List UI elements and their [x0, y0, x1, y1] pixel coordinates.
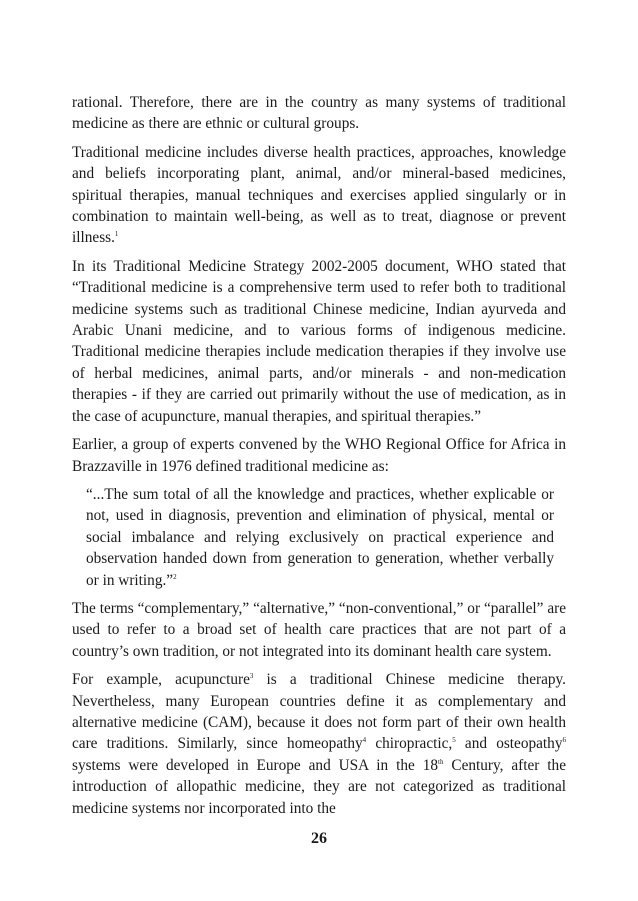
footnote-ref-5[interactable]: 5: [452, 736, 456, 745]
paragraph-6-text-3: chiropractic,: [366, 735, 453, 753]
block-quote: [72, 484, 566, 591]
paragraph-2-text: Traditional medicine includes diverse health practices, approaches, knowledge and beliefs incorporating plant, animal, and/or mineral-based medicines, spiritual therapies, manual techniques and exercises applied singularly or in combination to maintain well-being, as well as to treat, diagnose or prevent illness.: [72, 143, 566, 247]
footnote-ref-4[interactable]: 4: [362, 736, 367, 745]
paragraph-1-text: rational. Therefore, there are in the country as many systems of traditional medicine as there are ethnic or cultural groups.: [72, 94, 566, 133]
paragraph-6-text-6: Century, after the introduction of allopathic medicine, they are not categorized as traditional medicine systems nor incorporated into the: [72, 756, 566, 817]
footnote-ref-2[interactable]: 2: [173, 572, 177, 581]
paragraph-2: [72, 142, 566, 249]
paragraph-6-text-5: systems were developed in Europe and USA in the 18: [72, 756, 438, 774]
paragraph-3: [72, 256, 566, 427]
paragraph-6: [72, 669, 566, 819]
footnote-ref-1[interactable]: 1: [114, 230, 119, 239]
paragraph-3-text: In its Traditional Medicine Strategy 2002-2005 document, WHO stated that “Traditional medicine is a comprehensive term used to refer both to traditional medicine systems such as traditional Chinese medicine, Indian ayurveda and Arabic Unani medicine, and to various forms of indigenous medicine. Traditional medicine therapies include medication therapies if they involve use of herbal medicines, animal parts, and/or minerals - and non-medication therapies - if they are carried out primarily without the use of medication, as in the case of acupuncture, manual therapies, and spiritual therapies.”: [72, 257, 566, 425]
paragraph-4-text: Earlier, a group of experts convened by the WHO Regional Office for Africa in Brazzaville in 1976 defined traditional medicine as:: [72, 436, 566, 475]
paragraph-1: [72, 92, 566, 135]
paragraph-6-text-2: is a traditional Chinese medicine therapy. Nevertheless, many European countries define it as complementary and alternative medicine (CAM), because it does not form part of their own health care traditions. Similarly, since homeopathy: [72, 671, 566, 753]
paragraph-5: [72, 598, 566, 662]
paragraph-6-text-4: and osteopathy: [455, 735, 563, 753]
paragraph-4: [72, 434, 566, 477]
paragraph-6-text-1: For example, acupuncture: [72, 671, 250, 689]
page-body: [72, 92, 566, 826]
ordinal-suffix: th: [438, 757, 444, 766]
footnote-ref-3[interactable]: 3: [249, 672, 254, 681]
footnote-ref-6[interactable]: 6: [562, 736, 566, 745]
block-quote-text: “...The sum total of all the knowledge and practices, whether explicable or not, used in diagnosis, prevention and elimination of physical, mental or social imbalance and relying exclusively on practical experience and observation handed down from generation to generation, whether verbally or in writing.”: [86, 485, 554, 589]
paragraph-5-text: The terms “complementary,” “alternative,” “non-conventional,” or “parallel” are used to refer to a broad set of health care practices that are not part of a country’s own tradition, or not integrated into its dominant health care system.: [72, 599, 566, 660]
page-number: 26: [311, 830, 327, 847]
